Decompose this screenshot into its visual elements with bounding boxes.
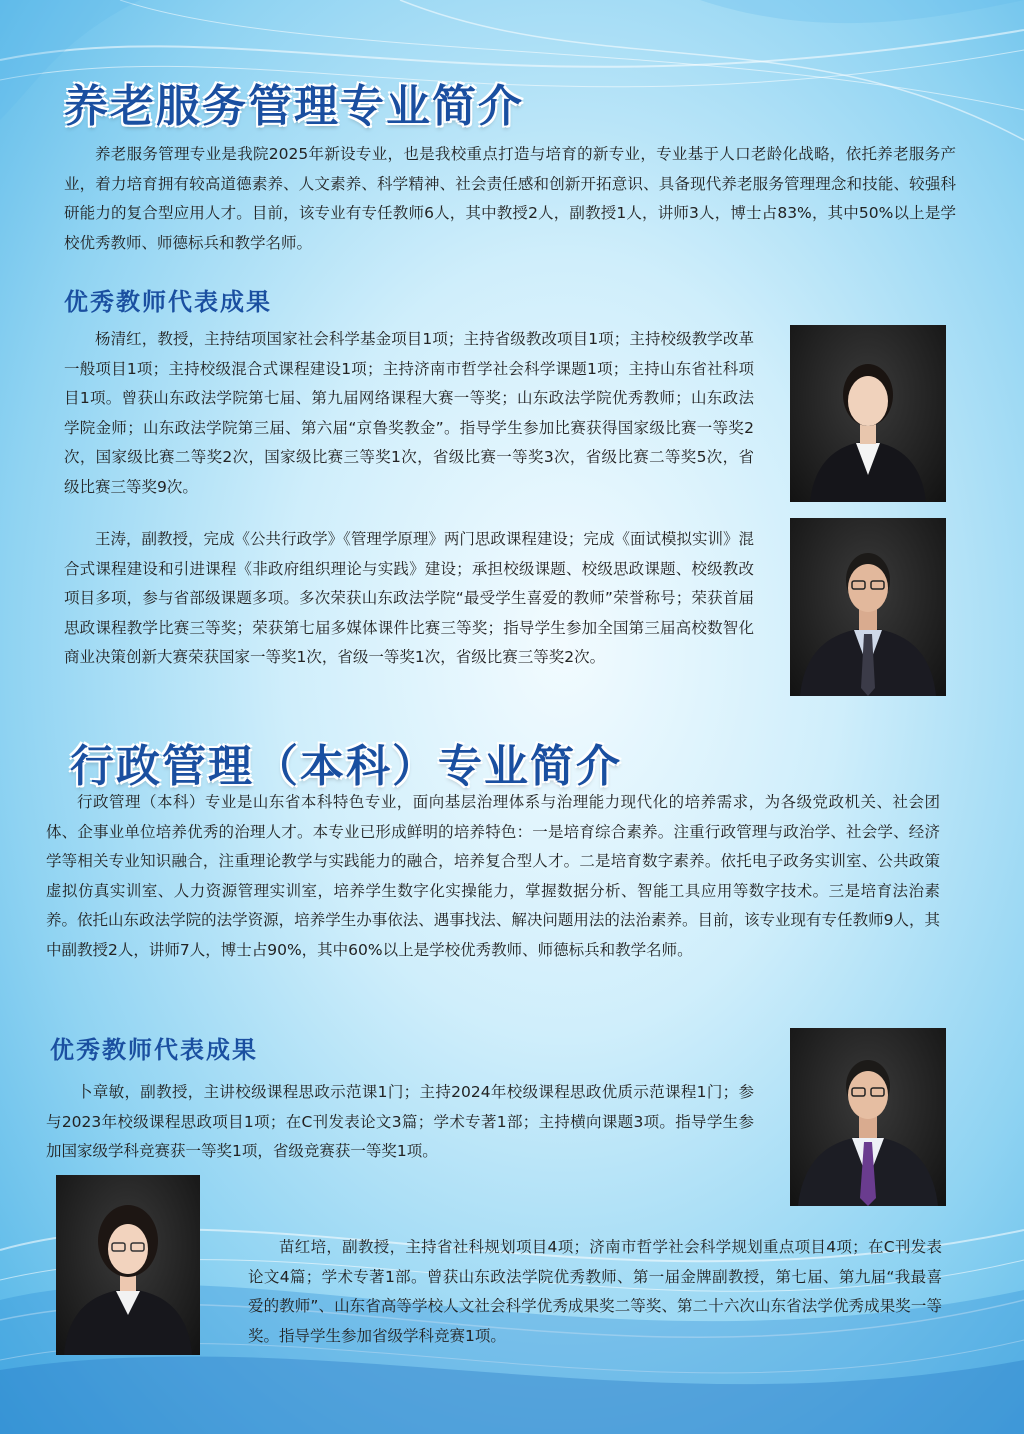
teacher-text: 苗红培，副教授，主持省社科规划项目4项；济南市哲学社会科学规划重点项目4项；在C刊发表论文4篇；学术专著1部。曾获山东政法学院优秀教师、第一届金牌副教授，第七届、第九届“我最喜爱的教师”、山东省高等学校人文社会科学优秀成果奖二等奖、第二十六次山东省法学优秀成果奖一等奖。指导学生参加省级学科竞赛1项。 (248, 1238, 942, 1345)
section1-subtitle: 优秀教师代表成果 (64, 288, 272, 316)
teacher-photo-yang (790, 325, 946, 502)
section2-title: 行政管理（本科）专业简介 (70, 741, 622, 792)
teacher-text: 杨清红，教授，主持结项国家社会科学基金项目1项；主持省级教改项目1项；主持校级教学改革一般项目1项；主持校级混合式课程建设1项；主持济南市哲学社会科学课题1项；主持山东省社科项目1项。曾获山东政法学院第七届、第九届网络课程大赛一等奖；山东政法学院优秀教师；山东政法学院金师；山东政法学院第三届、第六届“京鲁奖教金”。指导学生参加比赛获得国家级比赛一等奖2次，国家级比赛二等奖2次，国家级比赛三等奖1次，省级比赛一等奖3次，省级比赛二等奖5次，省级比赛三等奖9次。 (64, 330, 754, 496)
teacher-photo-miao (56, 1175, 200, 1355)
teacher-block-bu (46, 1078, 754, 1167)
section2-intro (46, 788, 940, 965)
teacher-photo-bu (790, 1028, 946, 1206)
section2-intro-text: 行政管理（本科）专业是山东省本科特色专业，面向基层治理体系与治理能力现代化的培养需求，为各级党政机关、社会团体、企事业单位培养优秀的治理人才。本专业已形成鲜明的培养特色：一是培育综合素养。注重行政管理与政治学、社会学、经济学等相关专业知识融合，注重理论教学与实践能力的融合，培养复合型人才。二是培育数字素养。依托电子政务实训室、公共政策虚拟仿真实训室、人力资源管理实训室，培养学生数字化实操能力，掌握数据分析、智能工具应用等数字技术。三是培育法治素养。依托山东政法学院的法学资源，培养学生办事依法、遇事找法、解决问题用法的法治素养。目前，该专业现有专任教师9人，其中副教授2人，讲师7人，博士占90%，其中60%以上是学校优秀教师、师德标兵和教学名师。 (46, 793, 940, 959)
teacher-photo-wang (790, 518, 946, 696)
section2-subtitle: 优秀教师代表成果 (50, 1036, 258, 1064)
section1-intro-text: 养老服务管理专业是我院2025年新设专业，也是我校重点打造与培育的新专业，专业基于人口老龄化战略，依托养老服务产业，着力培育拥有较高道德素养、人文素养、科学精神、社会责任感和创新开拓意识、具备现代养老服务管理理念和技能、较强科研能力的复合型应用人才。目前，该专业有专任教师6人，其中教授2人，副教授1人，讲师3人，博士占83%，其中50%以上是学校优秀教师、师德标兵和教学名师。 (64, 145, 956, 252)
section1-intro (64, 140, 956, 258)
teacher-text: 王涛，副教授，完成《公共行政学》《管理学原理》两门思政课程建设；完成《面试模拟实训》混合式课程建设和引进课程《非政府组织理论与实践》建设；承担校级课题、校级思政课题、校级教改项目多项，参与省部级课题多项。多次荣获山东政法学院“最受学生喜爱的教师”荣誉称号；荣获首届思政课程教学比赛三等奖；荣获第七届多媒体课件比赛三等奖；指导学生参加全国第三届高校数智化商业决策创新大赛荣获国家一等奖1次，省级一等奖1次，省级比赛三等奖2次。 (64, 530, 754, 666)
section1-title: 养老服务管理专业简介 (64, 81, 524, 132)
teacher-block-yang (64, 325, 754, 502)
teacher-text: 卜章敏，副教授，主讲校级课程思政示范课1门；主持2024年校级课程思政优质示范课程1门；参与2023年校级课程思政项目1项；在C刊发表论文3篇；学术专著1部；主持横向课题3项。指导学生参加国家级学科竞赛获一等奖1项，省级竞赛获一等奖1项。 (46, 1083, 754, 1160)
teacher-block-wang (64, 525, 754, 673)
teacher-block-miao (248, 1233, 942, 1351)
